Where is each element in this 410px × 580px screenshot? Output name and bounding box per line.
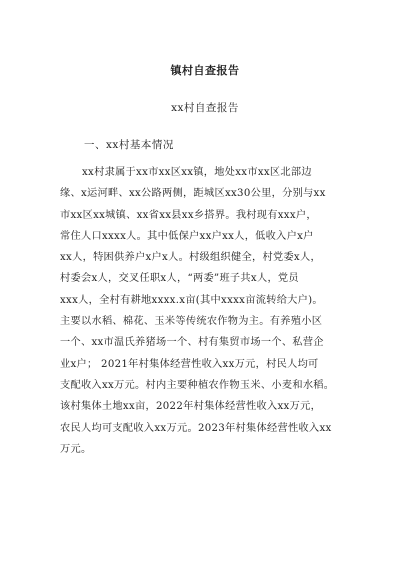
section-heading: 一、xx村基本情况 [84, 139, 174, 151]
body-line: 缘、x运河畔、xx公路两侧，距城区xx30公里，分别与xx [60, 188, 326, 200]
body-line: 村委会x人，交叉任职x人，“两委”班子共x人，党员 [60, 273, 299, 285]
body-line: xx人，特困供养户x户x人。村级组织健全，村党委x人， [60, 252, 321, 264]
document-subtitle: xx村自查报告 [171, 102, 239, 114]
body-line: 一个、xx市温氏养猪场一个、村有集贸市场一个、私营企 [60, 337, 324, 349]
body-line: 该村集体土地xx亩，2022年村集体经营性收入xx万元， [60, 401, 322, 413]
body-line: 市xx区xx城镇、xx省xx县xx乡搭界。我村现有xxx户， [60, 209, 317, 221]
body-line: 万元。 [60, 443, 92, 455]
body-text [60, 162, 356, 460]
body-line: 农民人均可支配收入xx万元。2023年村集体经营性收入xx [60, 422, 332, 434]
body-line: 常住人口xxxx人。其中低保户xx户xx人，低收入户x户 [60, 230, 314, 242]
body-line: 主要以水稻、棉花、玉米等传统农作物为主。有养殖小区 [60, 316, 323, 328]
document-title: 镇村自查报告 [170, 64, 240, 77]
body-line: xx村隶属于xx市xx区xx镇，地处xx市xx区北部边 [82, 167, 312, 178]
body-line: 业x户； 2021年村集体经营性收入xx万元，村民人均可 [60, 358, 319, 370]
body-line: xxx人，全村有耕地xxxx.x亩(其中xxxx亩流转给大户)。 [60, 294, 323, 306]
body-line: 支配收入xx万元。村内主要种植农作物玉米、小麦和水稻。 [60, 379, 335, 391]
